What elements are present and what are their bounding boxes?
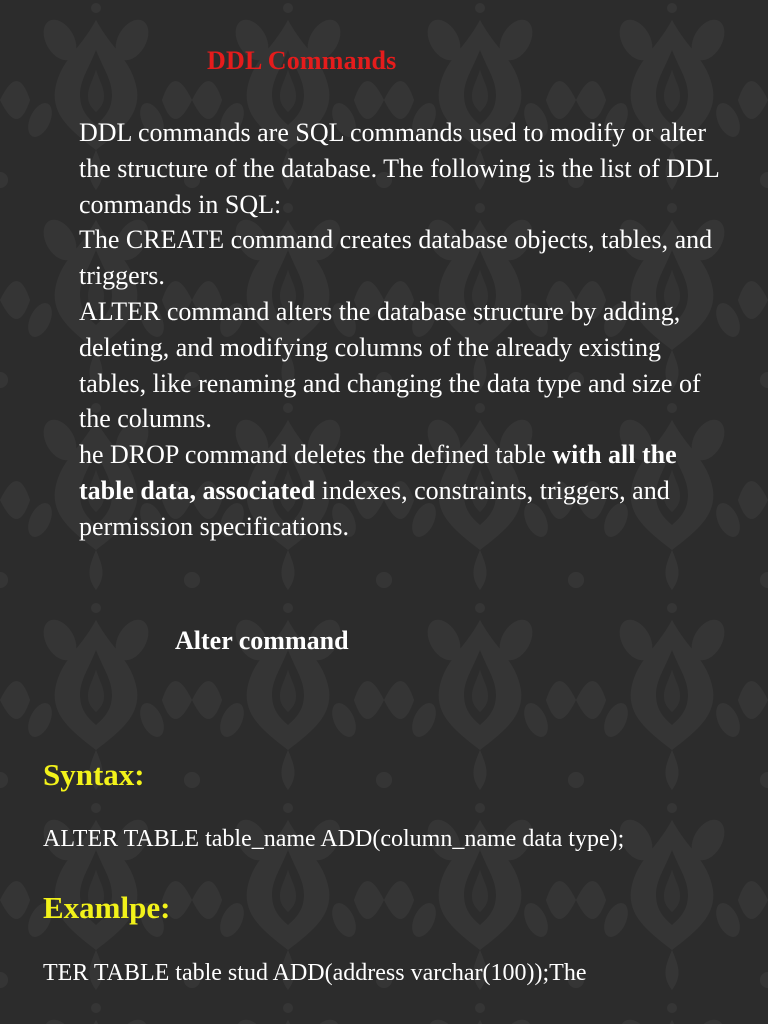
example-statement: TER TABLE table stud ADD(address varchar(100));The: [43, 960, 587, 986]
drop-text-part-2: indexes, constraints, triggers, and permission specifications.: [79, 475, 670, 541]
page-title: DDL Commands: [207, 46, 397, 75]
intro-paragraph-1: DDL commands are SQL commands used to modify or alter the structure of the database. The following is the list of DDL commands in SQL:: [79, 118, 719, 219]
drop-text-bold: with all the table data, associated: [79, 440, 677, 505]
syntax-label: Syntax:: [43, 757, 145, 792]
drop-text-part-1: he DROP command deletes the defined table: [79, 440, 553, 470]
intro-text-block: [79, 115, 719, 545]
intro-paragraph-4: [79, 437, 719, 544]
syntax-statement: ALTER TABLE table_name ADD(column_name data type);: [43, 826, 625, 852]
intro-paragraph-2: The CREATE command creates database objects, tables, and triggers.: [79, 225, 713, 291]
example-label: Examlpe:: [43, 890, 171, 925]
alter-command-heading: Alter command: [175, 626, 349, 655]
intro-paragraph-3: ALTER command alters the database structure by adding, deleting, and modifying columns of the already existing tables, like renaming and changing the data type and size of the columns.: [79, 296, 701, 434]
